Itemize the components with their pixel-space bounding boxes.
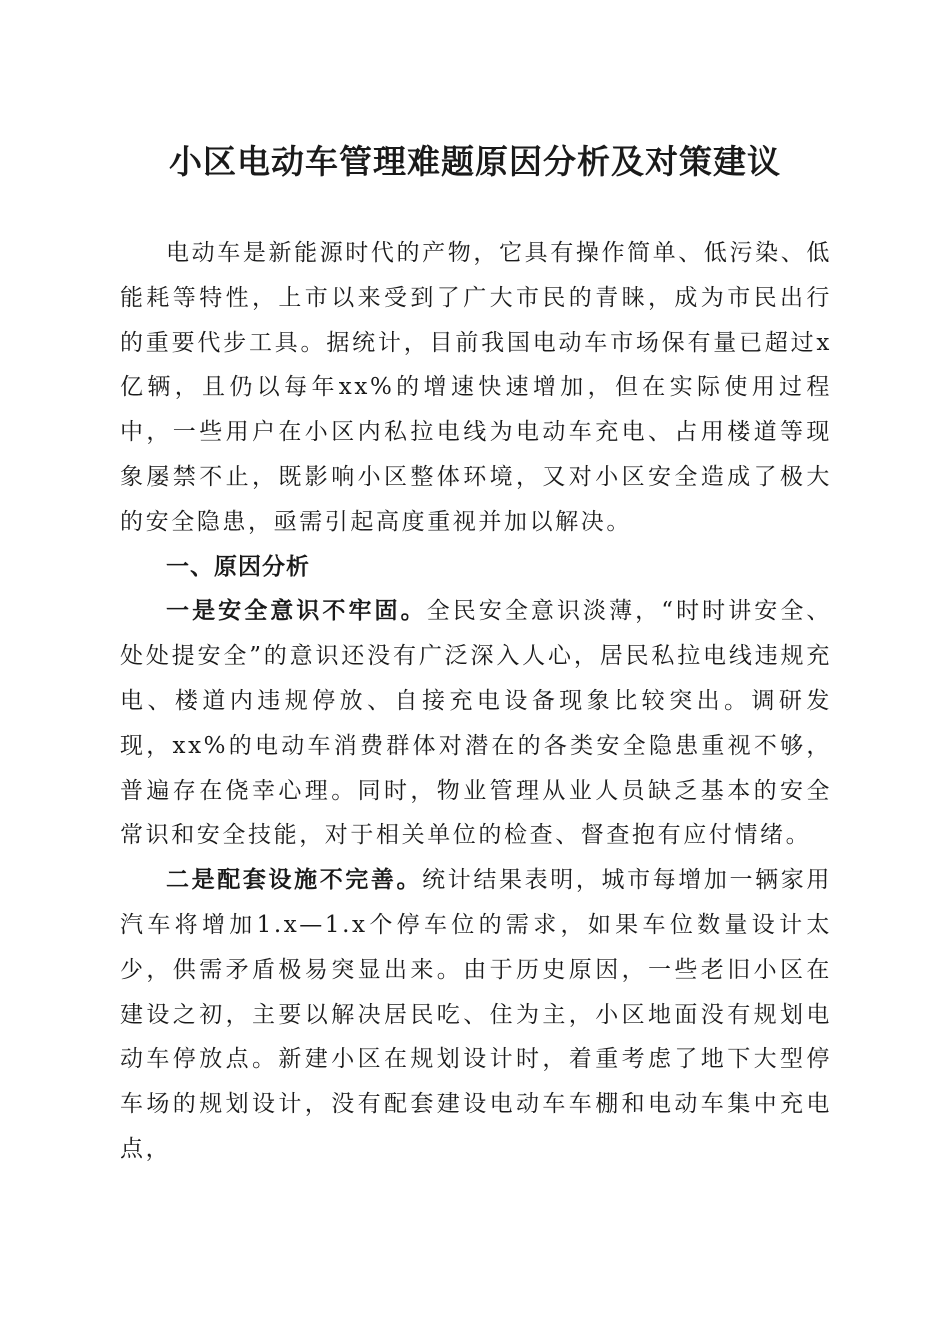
point-paragraph-safety-awareness [120,589,832,858]
point-body-facilities: 统计结果表明，城市每增加一辆家用汽车将增加1.x—1.x个停车位的需求，如果车位数量设计太少，供需矛盾极易突显出来。由于历史原因，一些老旧小区在建设之初，主要以解决居民吃、住为主，小区地面没有规划电动车停放点。新建小区在规划设计时，着重考虑了地下大型停车场的规划设计，没有配套建设电动车车棚和电动车集中充电点， [120,867,832,1162]
document-title: 小区电动车管理难题原因分析及对策建议 [169,142,781,181]
section-heading-cause-analysis: 一、原因分析 [166,553,310,580]
point-paragraph-facilities [120,858,832,1172]
point-lead-safety-awareness: 一是安全意识不牢固。 [166,597,427,625]
document-body [120,231,832,1172]
point-body-safety-awareness: 全民安全意识淡薄，“时时讲安全、处处提安全”的意识还没有广泛深入人心，居民私拉电线违规充电、楼道内违规停放、自接充电设备现象比较突出。调研发现，xx%的电动车消费群体对潜在的各类安全隐患重视不够，普遍存在侥幸心理。同时，物业管理从业人员缺乏基本的安全常识和安全技能，对于相关单位的检查、督查抱有应付情绪。 [120,598,832,849]
point-lead-facilities: 二是配套设施不完善。 [166,866,423,894]
intro-paragraph: 电动车是新能源时代的产物，它具有操作简单、低污染、低能耗等特性，上市以来受到了广大市民的青睐，成为市民出行的重要代步工具。据统计，目前我国电动车市场保有量已超过x亿辆，且仍以每年xx%的增速快速增加，但在实际使用过程中，一些用户在小区内私拉电线为电动车充电、占用楼道等现象屡禁不止，既影响小区整体环境，又对小区安全造成了极大的安全隐患，亟需引起高度重视并加以解决。 [120,240,832,535]
